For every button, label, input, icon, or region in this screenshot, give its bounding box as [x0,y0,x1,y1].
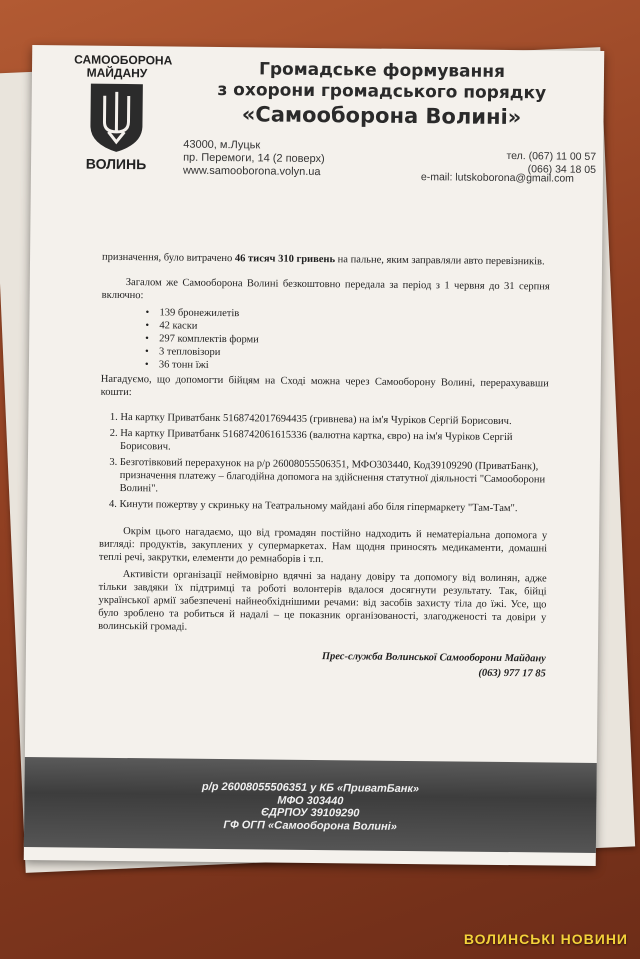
watermark-text: ВОЛИНСЬКІ НОВИНИ [463,931,628,947]
website-text: www.samooborona.volyn.ua [182,164,321,179]
logo-top-line1: САМООБОРОНА [74,52,173,68]
list-item: • 297 комплектів форми [159,332,549,349]
donation-methods-list [99,411,548,516]
org-title-line2: з охорони громадського порядку [217,79,547,104]
paragraph-summary: Загалом же Самооборона Волині безкоштовно передала за період з 1 червня до 31 серпня включно: [101,277,550,302]
address-city: 43000, м.Луцьк [183,138,261,152]
paragraph-gratitude: Активісти організації неймовірно вдячні за надану довіру та допомогу від волинян, адже тільки завдяки їх підтримці та роботі волонтерів вдалося досягнути результату. Так, бійці української армії забезпечені найнеобхіднішими речами: від засобів захисту тіла до їжі. Усе, що було зроблено та робиться й надалі – це показник організованості, злагодженості та довіри у волинській громаді. [98,569,547,633]
footer-bank-details [24,757,597,853]
phone-2: (066) 34 18 05 [527,163,597,176]
footer-mfo: МФО 303440 [277,794,344,807]
address-street: пр. Перемоги, 14 (2 поверх) [183,151,325,166]
paragraph-fuel: призначення, було витрачено 46 тисяч 310 гривень на пальне, яким заправляли авто перевізників. [102,251,545,268]
signature-block [98,647,546,682]
footer-account: р/р 26008055506351 у КБ «ПриватБанк» [201,780,420,796]
organization-title [181,59,582,131]
signature-name: Прес-служба Волинської Самооборони Майдану [321,651,546,665]
document-page [24,45,605,866]
organization-logo [73,52,173,173]
supplies-list [101,306,550,376]
paragraph-nonmaterial-help: Окрім цього нагадаємо, що від громадян постійно надходить й нематеріальна допомога у вигляді: продуктів, закуплених у супермаркетах. Нам щодня приносять медикаменти, домашні теплі речі, закрутки, елементи до ремнаборів і т.п. [98,526,548,566]
footer-org-name: ГФ ОГП «Самооборона Волині» [223,818,397,833]
list-item: • 3 тепловізори [159,345,549,362]
list-item: 1. На картку Приватбанк 5168742017694435 (гривнева) на ім'я Чуріков Сергій Борисович. [120,411,548,428]
org-title-line3: «Самооборона Волині» [241,102,522,130]
list-item: • 36 тонн їжі [159,358,549,375]
list-item: 4. Кинути пожертву у скриньку на Театральному майдані або біля гіпермаркету "Там-Там". [119,498,547,515]
org-title-line1: Громадське формування [258,59,506,82]
footer-edrpou: ЄДРПОУ 39109290 [260,806,360,820]
phone-1: тел. (067) 11 00 57 [506,149,597,163]
trident-shield-icon [88,82,145,155]
letter-body [98,251,550,682]
list-item: • 42 каски [159,319,549,336]
list-item: 3. Безготівковий перерахунок на р/р 26008055506351, МФО303440, Код39109290 (ПриватБанк), призначення платежу – благодійна допомога на здійснення статутної діяльності "Самооборони Волині". [120,456,548,499]
logo-top-line2: МАЙДАНУ [86,65,148,81]
logo-bottom-text: ВОЛИНЬ [85,155,147,173]
email-text: e-mail: lutskoborona@gmail.com [420,171,575,185]
donation-intro: Нагадуємо, що допомогти бійцям на Сході можна через Самооборону Волині, перерахувавши кошти: [100,373,549,399]
address-block [183,139,325,179]
list-item: 2. На картку Приватбанк 5168742061615336 (валютна картка, євро) на ім'я Чуріков Сергій Борисович. [120,427,548,457]
list-item: • 139 бронежилетів [159,306,549,323]
signature-phone: (063) 977 17 85 [478,667,546,680]
